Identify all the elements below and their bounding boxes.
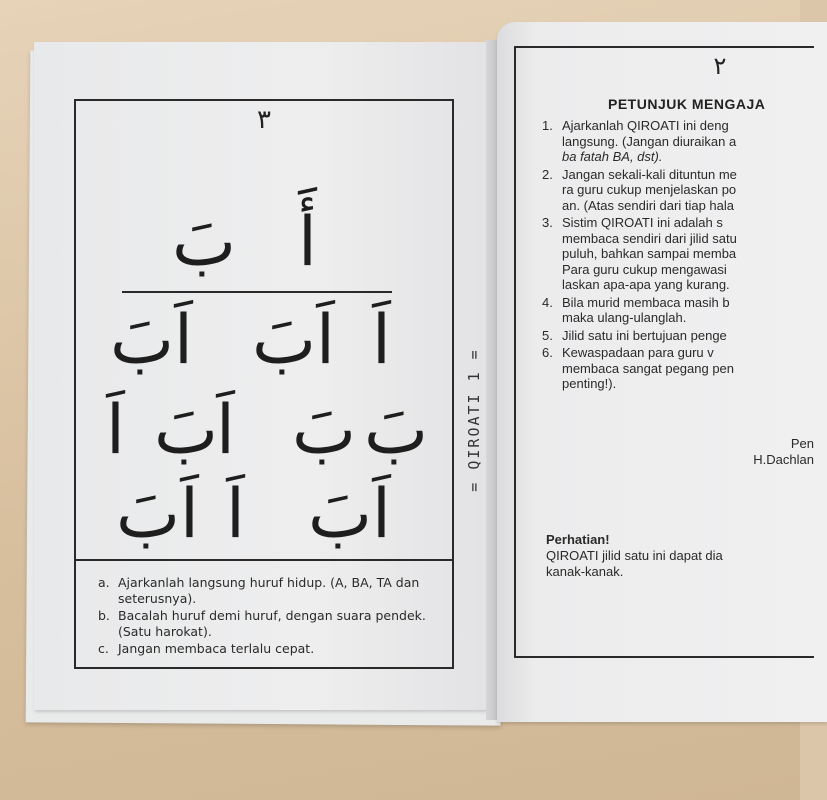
item-number: 1.: [542, 118, 553, 133]
instruction-item: [542, 215, 814, 293]
instruction-list: [542, 118, 814, 392]
item-line: penting!).: [562, 376, 617, 391]
row2-letter-3: اَ: [216, 391, 235, 470]
row1-letter-2: اَبَ: [252, 301, 335, 380]
instruction-item: [542, 328, 814, 344]
notice-title: Perhatian!: [546, 532, 610, 547]
row2-letter-1: بَ: [364, 391, 429, 470]
note-text: Ajarkanlah langsung huruf hidup. (A, BA, TA dan seterusnya).: [118, 575, 420, 606]
note-mark: a.: [98, 575, 110, 590]
item-line: Jilid satu ini bertujuan penge: [562, 327, 727, 343]
item-line: membaca sangat pegang pen: [562, 360, 735, 376]
item-line: Sistim QIROATI ini adalah s: [562, 215, 723, 230]
item-line: laskan apa-apa yang kurang.: [562, 277, 730, 292]
instruction-item: [542, 345, 814, 392]
right-page-number: ٢: [713, 52, 727, 80]
row3-letter-1: اَبَ: [308, 475, 391, 554]
instruction-notes: [76, 559, 452, 669]
instruction-item: [542, 118, 814, 165]
row3-letter-3: اَبَ: [116, 475, 199, 554]
notice-text: [546, 548, 723, 580]
item-line: membaca sendiri dari jilid satu: [562, 230, 737, 246]
letter-ba: بَ: [172, 203, 237, 282]
note-text: Jangan membaca terlalu cepat.: [118, 641, 315, 656]
item-number: 5.: [542, 327, 553, 343]
item-number: 6.: [542, 345, 553, 360]
item-line: Para guru cukup mengawasi: [562, 261, 727, 277]
instruction-item: [542, 295, 814, 326]
item-line: ba fatah BA, dst).: [562, 149, 663, 164]
row2-letter-5: اَ: [106, 391, 125, 470]
note-b: [98, 608, 434, 640]
row3-letter-2: اَ: [226, 475, 245, 554]
item-line: an. (Atas sendiri dari tiap hala: [562, 197, 734, 213]
note-text: Bacalah huruf demi huruf, dengan suara pendek. (Satu harokat).: [118, 608, 426, 639]
right-page-frame: [514, 46, 814, 658]
divider-rule: [122, 291, 392, 293]
left-page-number: ٣: [257, 105, 271, 135]
item-line: Jangan sekali-kali dituntun me: [562, 166, 737, 182]
note-mark: c.: [98, 641, 109, 656]
signature-title: Pen: [790, 436, 814, 451]
instruction-item: [542, 167, 814, 214]
item-line: Ajarkanlah QIROATI ini deng: [562, 118, 729, 133]
note-mark: b.: [98, 608, 110, 623]
row1-letter-1: اَ: [372, 301, 391, 380]
item-line: langsung. (Jangan diuraikan a: [562, 133, 737, 149]
item-number: 4.: [542, 294, 553, 310]
left-page-frame: [74, 99, 454, 669]
item-number: 2.: [542, 166, 553, 182]
page-heading: PETUNJUK MENGAJA: [608, 96, 766, 112]
item-line: Kewaspadaan para guru v: [562, 345, 714, 360]
row1-letter-3: اَبَ: [110, 301, 193, 380]
item-line: maka ulang-ulanglah.: [562, 310, 687, 325]
item-line: puluh, bahkan sampai memba: [562, 246, 737, 261]
note-a: [98, 575, 434, 607]
notice-line: QIROATI jilid satu ini dapat dia: [546, 548, 723, 563]
item-line: ra guru cukup menjelaskan po: [562, 182, 737, 197]
letter-alif: أَ: [298, 203, 317, 282]
spine-title: = QIROATI 1 =: [465, 348, 483, 492]
row2-letter-2: بَ: [292, 391, 357, 470]
signature-name: H.Dachlan: [753, 452, 814, 467]
item-line: Bila murid membaca masih b: [562, 294, 730, 310]
note-c: [98, 641, 434, 657]
row2-letter-4: بَ: [154, 391, 219, 470]
item-number: 3.: [542, 215, 553, 230]
notice-line: kanak-kanak.: [546, 564, 624, 579]
